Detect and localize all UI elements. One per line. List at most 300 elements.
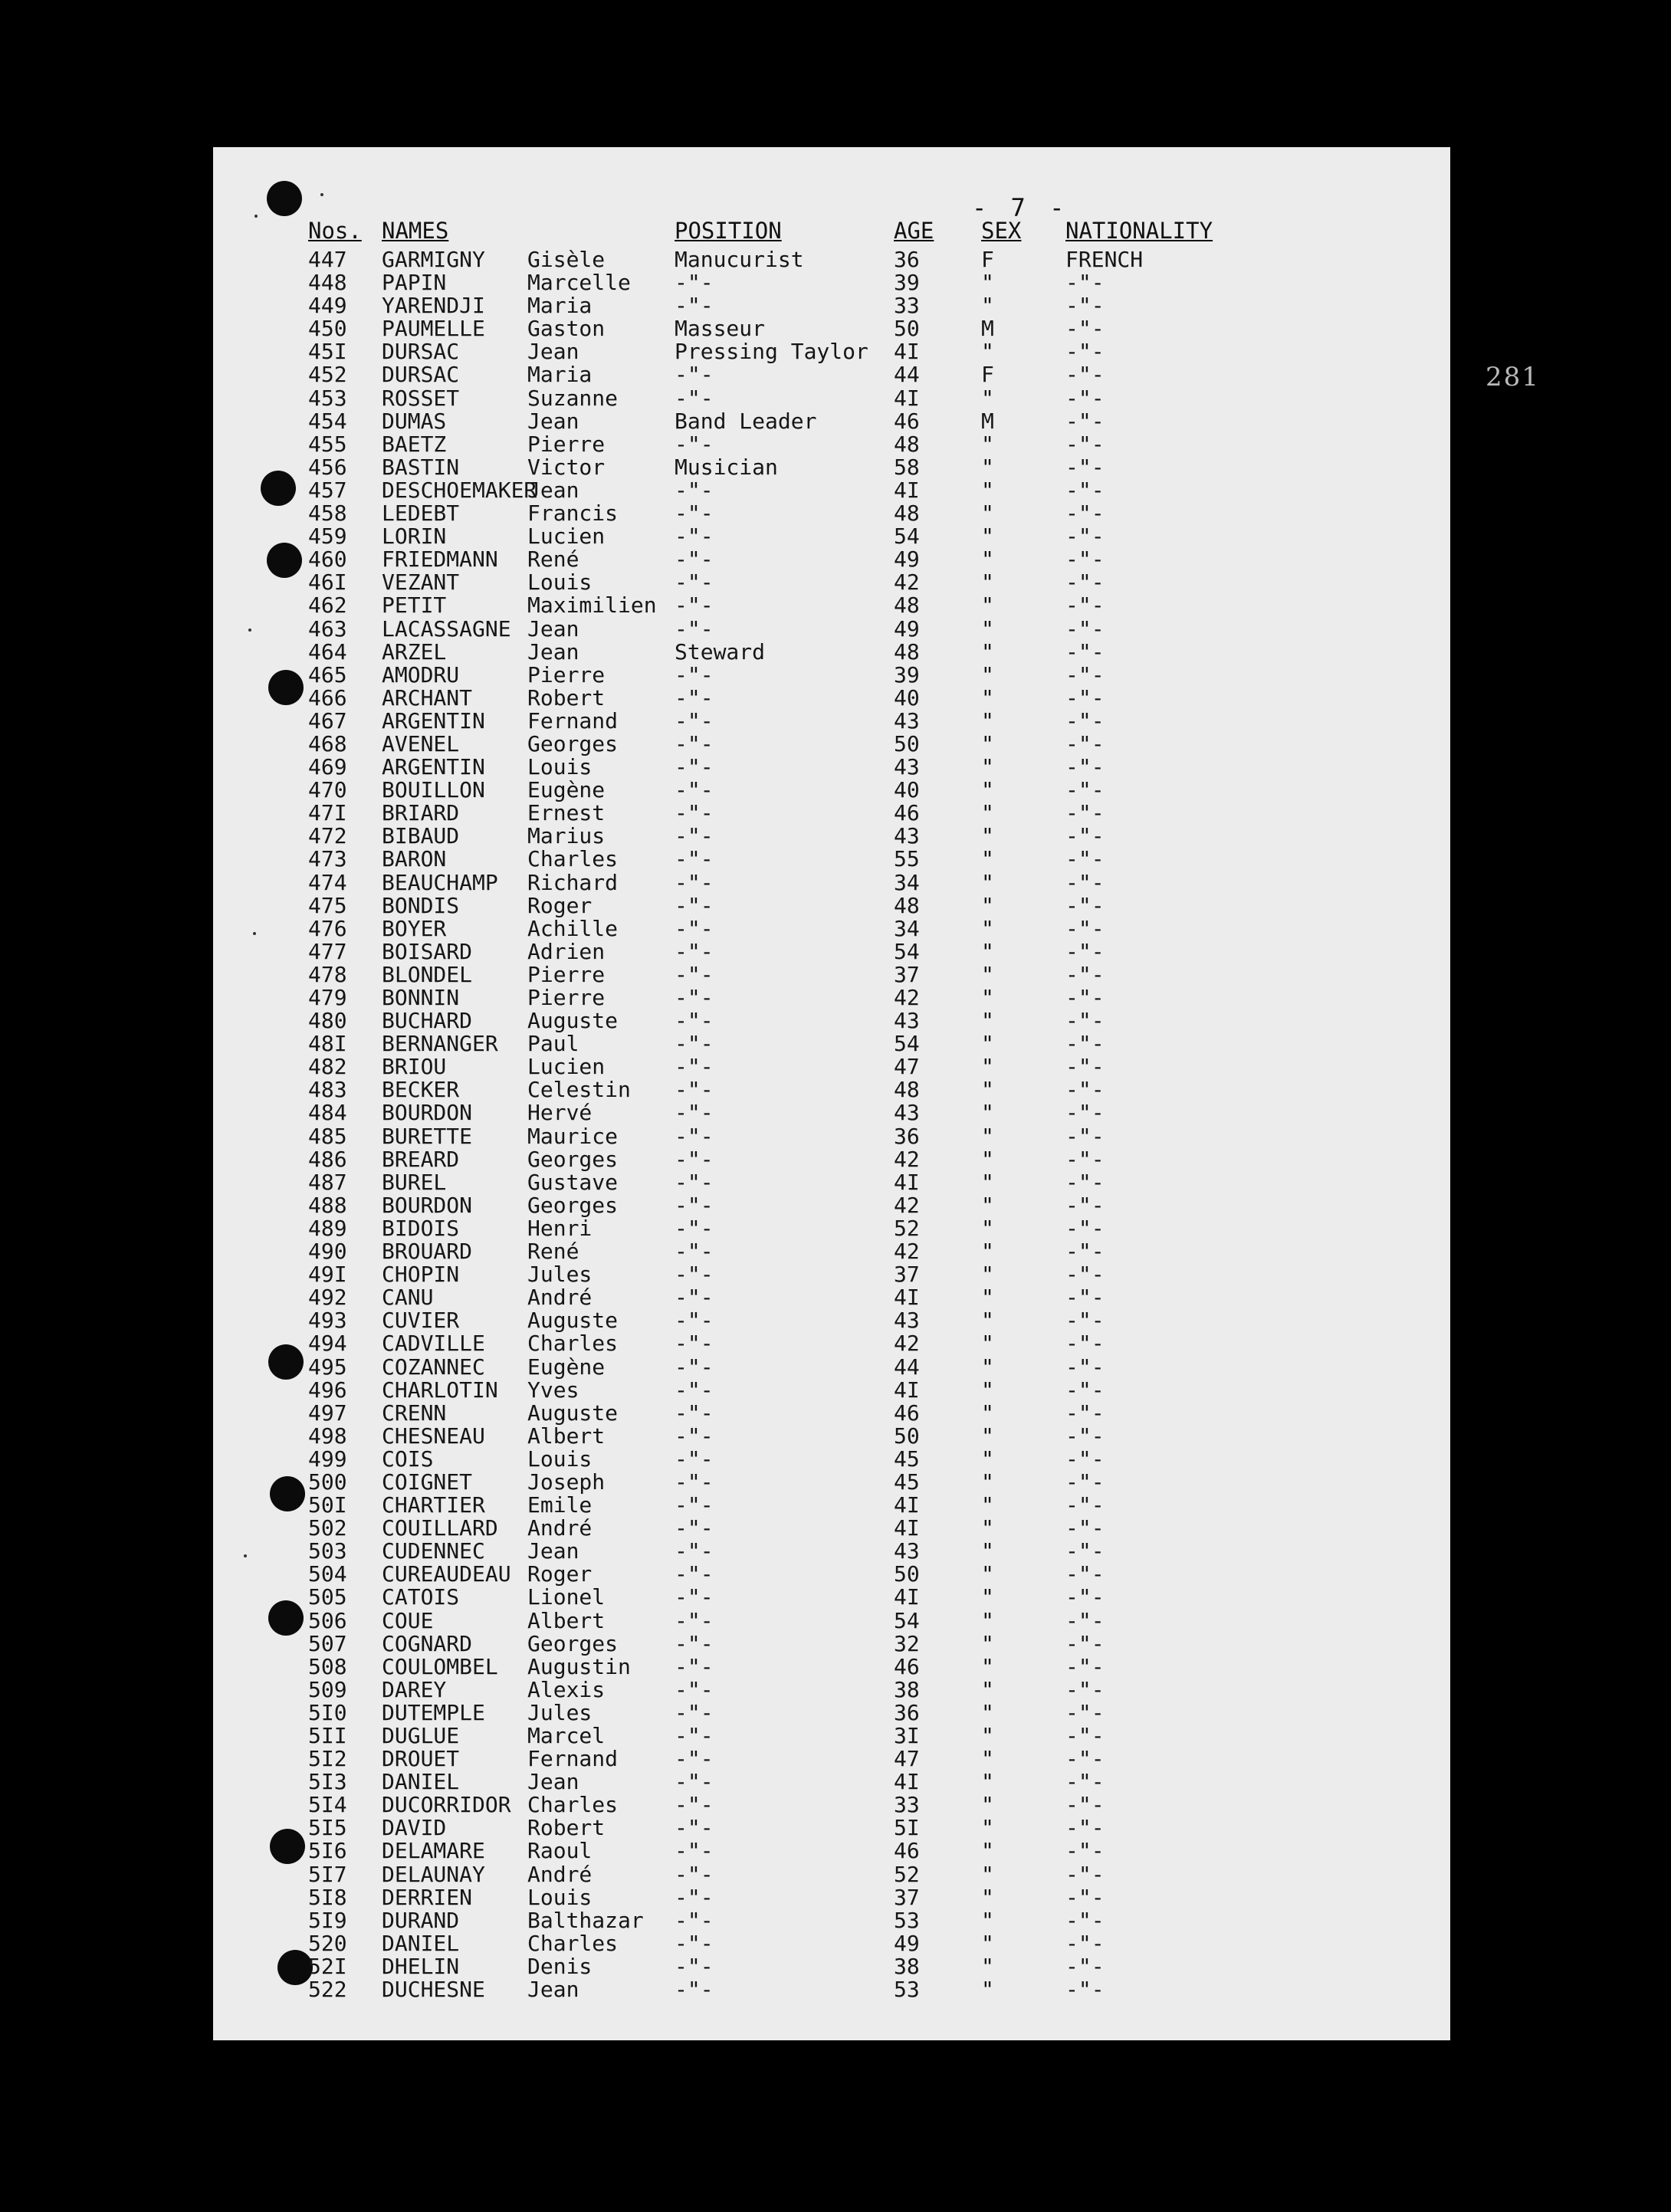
position-cell: -"- — [675, 1077, 714, 1103]
surname-cell: CATOIS — [382, 1584, 460, 1610]
age-cell: 48 — [894, 892, 920, 918]
table-row — [213, 1723, 1450, 1746]
position-cell: -"- — [675, 1515, 714, 1541]
first-name-cell: Charles — [527, 1792, 619, 1818]
age-cell: 54 — [894, 938, 920, 964]
surname-cell: COUILLARD — [382, 1515, 498, 1541]
position-cell: -"- — [675, 1561, 714, 1587]
position-cell: -"- — [675, 1676, 714, 1702]
first-name-cell: Maria — [527, 293, 593, 319]
entry-number-cell: 50I — [308, 1492, 347, 1518]
surname-cell: BONNIN — [382, 985, 460, 1010]
entry-number-cell: 520 — [308, 1930, 347, 1956]
position-cell: -"- — [675, 800, 714, 826]
first-name-cell: Fernand — [527, 1746, 619, 1772]
position-cell: -"- — [675, 892, 714, 918]
position-cell: -"- — [675, 915, 714, 941]
age-cell: 32 — [894, 1630, 920, 1656]
age-cell: 43 — [894, 1100, 920, 1126]
sex-cell: " — [981, 1884, 994, 1910]
header-sex: SEX — [981, 218, 1022, 244]
age-cell: 52 — [894, 1861, 920, 1887]
table-row — [213, 823, 1450, 849]
position-cell: -"- — [675, 1884, 714, 1910]
table-row — [213, 1838, 1450, 1864]
sex-cell: " — [981, 1561, 994, 1587]
table-row — [213, 362, 1450, 388]
nationality-cell: -"- — [1065, 1285, 1105, 1311]
entry-number-cell: 492 — [308, 1285, 347, 1311]
age-cell: 50 — [894, 1423, 920, 1449]
first-name-cell: Lucien — [527, 523, 606, 550]
sex-cell: F — [981, 362, 994, 388]
sex-cell: M — [981, 408, 994, 434]
entry-number-cell: 459 — [308, 523, 347, 550]
header-age: AGE — [894, 218, 934, 244]
sex-cell: " — [981, 1423, 994, 1449]
sex-cell: " — [981, 592, 994, 619]
first-name-cell: André — [527, 1285, 593, 1311]
sex-cell: " — [981, 892, 994, 918]
nationality-cell: -"- — [1065, 823, 1105, 849]
position-cell: Musician — [675, 454, 778, 480]
sex-cell: " — [981, 1169, 994, 1195]
table-row — [213, 1031, 1450, 1057]
position-cell: -"- — [675, 1492, 714, 1518]
age-cell: 42 — [894, 1331, 920, 1357]
entry-number-cell: 499 — [308, 1446, 347, 1472]
first-name-cell: Roger — [527, 1561, 593, 1587]
position-cell: -"- — [675, 1630, 714, 1656]
nationality-cell: -"- — [1065, 569, 1105, 596]
table-row — [213, 1654, 1450, 1677]
surname-cell: PETIT — [382, 592, 447, 619]
position-cell: -"- — [675, 1400, 714, 1426]
nationality-cell: -"- — [1065, 1977, 1105, 2003]
nationality-cell: -"- — [1065, 1239, 1105, 1265]
sex-cell: " — [981, 546, 994, 573]
age-cell: 49 — [894, 615, 920, 642]
table-row — [213, 1885, 1450, 1908]
first-name-cell: Marcelle — [527, 270, 631, 296]
sex-cell: " — [981, 293, 994, 319]
sex-cell: M — [981, 316, 994, 342]
sex-cell: " — [981, 1584, 994, 1610]
first-name-cell: Richard — [527, 869, 619, 895]
position-cell: -"- — [675, 362, 714, 388]
sex-cell: " — [981, 938, 994, 964]
entry-number-cell: 477 — [308, 938, 347, 964]
surname-cell: DESCHOEMAKER — [382, 477, 537, 503]
first-name-cell: Eugène — [527, 1354, 606, 1380]
first-name-cell: Jules — [527, 1262, 593, 1288]
sex-cell: " — [981, 1446, 994, 1472]
age-cell: 4I — [894, 477, 920, 503]
nationality-cell: -"- — [1065, 1676, 1105, 1702]
age-cell: 36 — [894, 1699, 920, 1725]
nationality-cell: -"- — [1065, 1354, 1105, 1380]
position-cell: -"- — [675, 1331, 714, 1357]
age-cell: 46 — [894, 800, 920, 826]
table-row — [213, 893, 1450, 916]
first-name-cell: Jules — [527, 1699, 593, 1725]
sex-cell: " — [981, 1977, 994, 2003]
position-cell: -"- — [675, 477, 714, 503]
nationality-cell: -"- — [1065, 869, 1105, 895]
sex-cell: " — [981, 1723, 994, 1748]
nationality-cell: -"- — [1065, 1146, 1105, 1172]
age-cell: 58 — [894, 454, 920, 480]
entry-number-cell: 495 — [308, 1354, 347, 1380]
table-row — [213, 1400, 1450, 1426]
nationality-cell: -"- — [1065, 1907, 1105, 1933]
first-name-cell: Francis — [527, 500, 619, 527]
age-cell: 45 — [894, 1446, 920, 1472]
first-name-cell: Achille — [527, 915, 619, 941]
position-cell: -"- — [675, 523, 714, 550]
surname-cell: BARON — [382, 846, 447, 872]
first-name-cell: Georges — [527, 730, 619, 756]
entry-number-cell: 448 — [308, 270, 347, 296]
position-cell: -"- — [675, 754, 714, 780]
first-name-cell: Lionel — [527, 1584, 606, 1610]
sex-cell: " — [981, 270, 994, 296]
position-cell: Masseur — [675, 316, 766, 342]
entry-number-cell: 5I9 — [308, 1907, 347, 1933]
age-cell: 37 — [894, 1884, 920, 1910]
first-name-cell: Denis — [527, 1953, 593, 1979]
age-cell: 46 — [894, 1838, 920, 1864]
position-cell: -"- — [675, 661, 714, 688]
nationality-cell: -"- — [1065, 1607, 1105, 1633]
position-cell: -"- — [675, 500, 714, 527]
entry-number-cell: 46I — [308, 569, 347, 596]
table-row — [213, 962, 1450, 985]
table-row — [213, 707, 1450, 734]
first-name-cell: Adrien — [527, 938, 606, 964]
nationality-cell: -"- — [1065, 1400, 1105, 1426]
age-cell: 36 — [894, 1123, 920, 1149]
entry-number-cell: 5I0 — [308, 1699, 347, 1725]
age-cell: 47 — [894, 1054, 920, 1080]
first-name-cell: René — [527, 1239, 579, 1265]
surname-cell: BROUARD — [382, 1239, 473, 1265]
table-row — [213, 1538, 1450, 1564]
surname-cell: DUCHESNE — [382, 1977, 485, 2003]
nationality-cell: -"- — [1065, 546, 1105, 573]
position-cell: -"- — [675, 1446, 714, 1472]
nationality-cell: -"- — [1065, 1031, 1105, 1057]
paper-speck — [320, 193, 323, 196]
age-cell: 55 — [894, 846, 920, 872]
nationality-cell: -"- — [1065, 1169, 1105, 1195]
sex-cell: " — [981, 1077, 994, 1103]
table-row — [213, 800, 1450, 826]
table-row — [213, 1561, 1450, 1587]
header-nationality: NATIONALITY — [1065, 218, 1213, 244]
surname-cell: BONDIS — [382, 892, 460, 918]
nationality-cell: -"- — [1065, 800, 1105, 826]
entry-number-cell: 5I3 — [308, 1769, 347, 1795]
first-name-cell: Auguste — [527, 1400, 619, 1426]
surname-cell: DURAND — [382, 1907, 460, 1933]
first-name-cell: André — [527, 1515, 593, 1541]
surname-cell: DAREY — [382, 1676, 447, 1702]
position-cell: -"- — [675, 823, 714, 849]
table-row — [213, 1746, 1450, 1772]
entry-number-cell: 503 — [308, 1538, 347, 1564]
entry-number-cell: 457 — [308, 477, 347, 503]
nationality-cell: -"- — [1065, 1492, 1105, 1518]
table-row — [213, 432, 1450, 455]
position-cell: -"- — [675, 777, 714, 803]
surname-cell: CHOPIN — [382, 1262, 460, 1288]
age-cell: 45 — [894, 1469, 920, 1495]
position-cell: -"- — [675, 1423, 714, 1449]
first-name-cell: Marius — [527, 823, 606, 849]
age-cell: 43 — [894, 707, 920, 734]
nationality-cell: -"- — [1065, 1746, 1105, 1772]
nationality-cell: -"- — [1065, 500, 1105, 527]
entry-number-cell: 480 — [308, 1008, 347, 1034]
position-cell: -"- — [675, 985, 714, 1010]
first-name-cell: Maria — [527, 362, 593, 388]
age-cell: 48 — [894, 500, 920, 527]
first-name-cell: Pierre — [527, 661, 606, 688]
table-row — [213, 1377, 1450, 1403]
age-cell: 39 — [894, 270, 920, 296]
table-row — [213, 1677, 1450, 1700]
entry-number-cell: 462 — [308, 592, 347, 619]
surname-cell: COIGNET — [382, 1469, 473, 1495]
entry-number-cell: 488 — [308, 1192, 347, 1218]
first-name-cell: Albert — [527, 1607, 606, 1633]
surname-cell: LORIN — [382, 523, 447, 550]
nationality-cell: -"- — [1065, 961, 1105, 987]
surname-cell: BOUILLON — [382, 777, 485, 803]
position-cell: -"- — [675, 1469, 714, 1495]
entry-number-cell: 500 — [308, 1469, 347, 1495]
entry-number-cell: 468 — [308, 730, 347, 756]
nationality-cell: -"- — [1065, 1561, 1105, 1587]
entry-number-cell: 464 — [308, 638, 347, 665]
age-cell: 42 — [894, 1146, 920, 1172]
entry-number-cell: 470 — [308, 777, 347, 803]
position-cell: -"- — [675, 869, 714, 895]
age-cell: 4I — [894, 1377, 920, 1403]
sex-cell: " — [981, 661, 994, 688]
table-row — [213, 1769, 1450, 1795]
position-cell: Pressing Taylor — [675, 339, 868, 365]
table-row — [213, 1170, 1450, 1193]
sex-cell: " — [981, 707, 994, 734]
nationality-cell: -"- — [1065, 661, 1105, 688]
entry-number-cell: 502 — [308, 1515, 347, 1541]
sex-cell: " — [981, 1400, 994, 1426]
first-name-cell: Emile — [527, 1492, 593, 1518]
table-row — [213, 1262, 1450, 1288]
table-row — [213, 1008, 1450, 1034]
table-row — [213, 1239, 1450, 1265]
sex-cell: " — [981, 823, 994, 849]
entry-number-cell: 463 — [308, 615, 347, 642]
nationality-cell: -"- — [1065, 1100, 1105, 1126]
entry-number-cell: 455 — [308, 431, 347, 457]
entry-number-cell: 5I7 — [308, 1861, 347, 1887]
age-cell: 50 — [894, 1561, 920, 1587]
entry-number-cell: 49I — [308, 1262, 347, 1288]
surname-cell: BERNANGER — [382, 1031, 498, 1057]
position-cell: -"- — [675, 1008, 714, 1034]
entry-number-cell: 5I8 — [308, 1884, 347, 1910]
table-row — [213, 731, 1450, 754]
sex-cell: " — [981, 1792, 994, 1818]
surname-cell: GARMIGNY — [382, 247, 485, 272]
position-cell: -"- — [675, 938, 714, 964]
table-row — [213, 386, 1450, 409]
nationality-cell: -"- — [1065, 339, 1105, 365]
table-row — [213, 1077, 1450, 1103]
table-row — [213, 316, 1450, 342]
age-cell: 48 — [894, 431, 920, 457]
nationality-cell: -"- — [1065, 985, 1105, 1010]
surname-cell: CUREAUDEAU — [382, 1561, 511, 1587]
entry-number-cell: 47I — [308, 800, 347, 826]
age-cell: 43 — [894, 1008, 920, 1034]
surname-cell: DELAMARE — [382, 1838, 485, 1864]
age-cell: 53 — [894, 1977, 920, 2003]
age-cell: 39 — [894, 661, 920, 688]
nationality-cell: -"- — [1065, 1077, 1105, 1103]
surname-cell: DANIEL — [382, 1930, 460, 1956]
first-name-cell: Marcel — [527, 1723, 606, 1748]
position-cell: -"- — [675, 1031, 714, 1057]
table-row — [213, 1446, 1450, 1472]
nationality-cell: -"- — [1065, 1446, 1105, 1472]
table-row — [213, 477, 1450, 503]
first-name-cell: René — [527, 546, 579, 573]
table-row — [213, 1100, 1450, 1126]
surname-cell: BUCHARD — [382, 1008, 473, 1034]
position-cell: -"- — [675, 1723, 714, 1748]
table-row — [213, 1124, 1450, 1147]
table-row — [213, 1792, 1450, 1818]
sex-cell: " — [981, 800, 994, 826]
surname-cell: CADVILLE — [382, 1331, 485, 1357]
entry-number-cell: 5I5 — [308, 1815, 347, 1841]
age-cell: 52 — [894, 1215, 920, 1241]
table-row — [213, 1700, 1450, 1723]
position-cell: -"- — [675, 385, 714, 411]
age-cell: 4I — [894, 1169, 920, 1195]
surname-cell: DANIEL — [382, 1769, 460, 1795]
age-cell: 40 — [894, 684, 920, 711]
first-name-cell: Jean — [527, 339, 579, 365]
first-name-cell: Gaston — [527, 316, 606, 342]
sex-cell: " — [981, 1699, 994, 1725]
nationality-cell: -"- — [1065, 707, 1105, 734]
position-cell: -"- — [675, 1584, 714, 1610]
age-cell: 42 — [894, 1192, 920, 1218]
surname-cell: BEAUCHAMP — [382, 869, 498, 895]
nationality-cell: -"- — [1065, 1792, 1105, 1818]
first-name-cell: Louis — [527, 754, 593, 780]
table-row — [213, 1977, 1450, 2003]
first-name-cell: Jean — [527, 615, 579, 642]
age-cell: 48 — [894, 1077, 920, 1103]
nationality-cell: -"- — [1065, 1884, 1105, 1910]
age-cell: 37 — [894, 961, 920, 987]
entry-number-cell: 465 — [308, 661, 347, 688]
age-cell: 43 — [894, 1308, 920, 1334]
surname-cell: VEZANT — [382, 569, 460, 596]
surname-cell: BUREL — [382, 1169, 447, 1195]
nationality-cell: -"- — [1065, 1723, 1105, 1748]
nationality-cell: -"- — [1065, 730, 1105, 756]
sex-cell: " — [981, 1930, 994, 1956]
nationality-cell: -"- — [1065, 892, 1105, 918]
entry-number-cell: 466 — [308, 684, 347, 711]
first-name-cell: Jean — [527, 1538, 579, 1564]
entry-number-cell: 452 — [308, 362, 347, 388]
entry-number-cell: 469 — [308, 754, 347, 780]
first-name-cell: Jean — [527, 1977, 579, 2003]
surname-cell: DUMAS — [382, 408, 447, 434]
nationality-cell: -"- — [1065, 270, 1105, 296]
age-cell: 4I — [894, 1769, 920, 1795]
entry-number-cell: 505 — [308, 1584, 347, 1610]
position-cell: -"- — [675, 1930, 714, 1956]
table-row — [213, 985, 1450, 1008]
table-row — [213, 916, 1450, 939]
age-cell: 5I — [894, 1815, 920, 1841]
surname-cell: BASTIN — [382, 454, 460, 480]
first-name-cell: Auguste — [527, 1308, 619, 1334]
nationality-cell: -"- — [1065, 477, 1105, 503]
nationality-cell: -"- — [1065, 915, 1105, 941]
entry-number-cell: 490 — [308, 1239, 347, 1265]
entry-number-cell: 485 — [308, 1123, 347, 1149]
surname-cell: CRENN — [382, 1400, 447, 1426]
surname-cell: DUCORRIDOR — [382, 1792, 511, 1818]
sex-cell: " — [981, 730, 994, 756]
position-cell: -"- — [675, 846, 714, 872]
position-cell: -"- — [675, 615, 714, 642]
nationality-cell: -"- — [1065, 1584, 1105, 1610]
surname-cell: BECKER — [382, 1077, 460, 1103]
position-cell: -"- — [675, 1308, 714, 1334]
surname-cell: DROUET — [382, 1746, 460, 1772]
position-cell: Steward — [675, 638, 766, 665]
age-cell: 46 — [894, 1400, 920, 1426]
sex-cell: " — [981, 615, 994, 642]
surname-cell: BLONDEL — [382, 961, 473, 987]
age-cell: 46 — [894, 408, 920, 434]
age-cell: 54 — [894, 523, 920, 550]
first-name-cell: Paul — [527, 1031, 579, 1057]
first-name-cell: Augustin — [527, 1653, 631, 1679]
surname-cell: BOISARD — [382, 938, 473, 964]
age-cell: 4I — [894, 1584, 920, 1610]
first-name-cell: Jean — [527, 1769, 579, 1795]
table-row — [213, 1423, 1450, 1449]
table-row — [213, 1308, 1450, 1334]
surname-cell: BIBAUD — [382, 823, 460, 849]
entry-number-cell: 474 — [308, 869, 347, 895]
surname-cell: BIDOIS — [382, 1215, 460, 1241]
age-cell: 43 — [894, 754, 920, 780]
position-cell: -"- — [675, 1377, 714, 1403]
